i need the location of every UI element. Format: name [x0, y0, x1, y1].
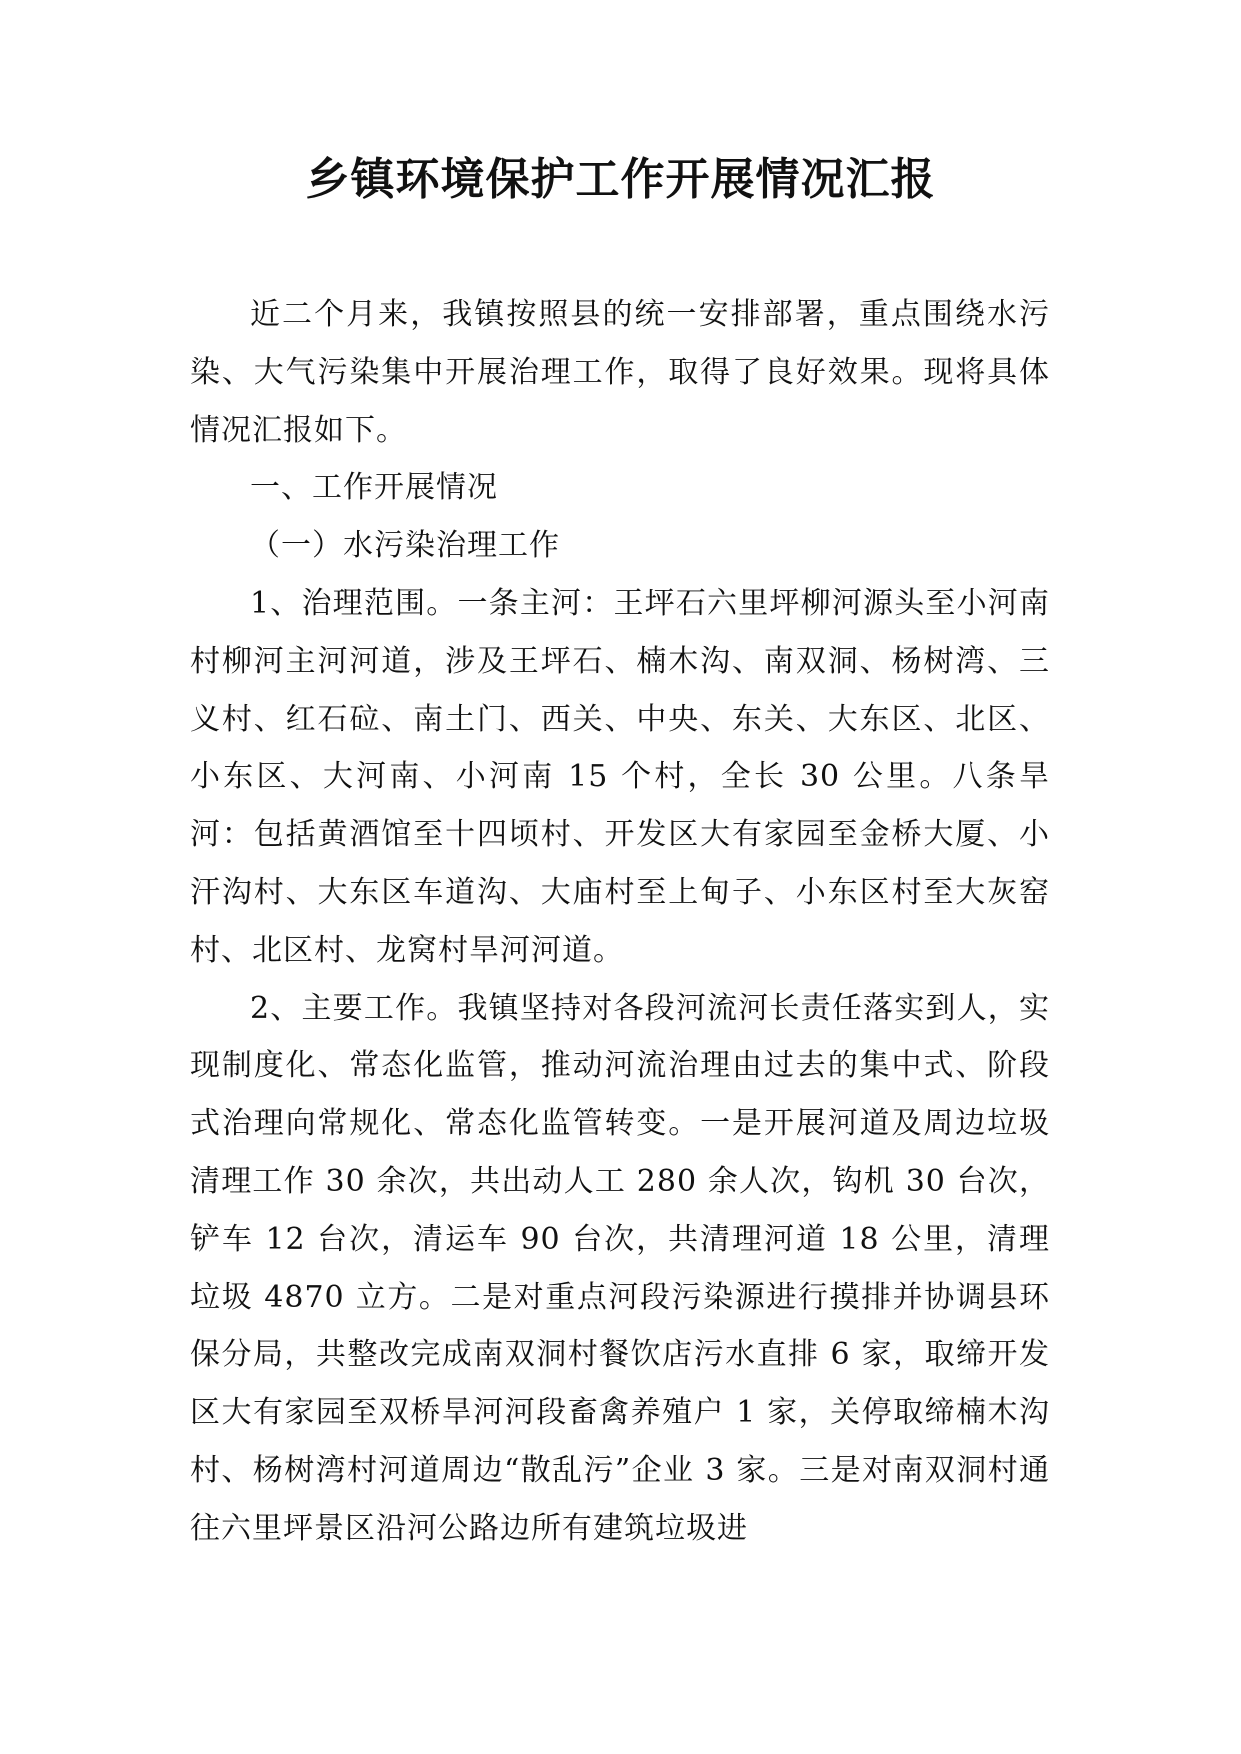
- subsection-heading: （一）水污染治理工作: [250, 528, 560, 564]
- document-body: [190, 286, 1050, 1558]
- paragraph-scope: 1、治理范围。一条主河：王坪石六里坪柳河源头至小河南村柳河主河河道，涉及王坪石、楠木沟、南双洞、杨树湾、三义村、红石砬、南土门、西关、中央、东关、大东区、北区、小东区、大河南、小河南 15 个村，全长 30 公里。八条旱河：包括黄酒馆至十四顷村、开发区大有家园至金桥大厦、小汗沟村、大东区车道沟、大庙村至上甸子、小东区村至大灰窑村、北区村、龙窝村旱河河道。: [190, 585, 1050, 968]
- paragraph-intro: 近二个月来，我镇按照县的统一安排部署，重点围绕水污染、大气污染集中开展治理工作，取得了良好效果。现将具体情况汇报如下。: [190, 297, 1050, 448]
- document-title: 乡镇环境保护工作开展情况汇报: [305, 154, 936, 205]
- section-heading: 一、工作开展情况: [250, 470, 498, 506]
- paragraph-main-work: 2、主要工作。我镇坚持对各段河流河长责任落实到人，实现制度化、常态化监管，推动河流治理由过去的集中式、阶段式治理向常规化、常态化监管转变。一是开展河道及周边垃圾清理工作 30 余次，共出动人工 280 余人次，钩机 30 台次，铲车 12 台次，清运车 90 台次，共清理河道 18 公里，清理垃圾 4870 立方。二是对重点河段污染源进行摸排并协调县环保分局，共整改完成南双洞村餐饮店污水直排 6 家，取缔开发区大有家园至双桥旱河河段畜禽养殖户 1 家，关停取缔楠木沟村、杨树湾村河道周边“散乱污”企业 3 家。三是对南双洞村通往六里坪景区沿河公路边所有建筑垃圾进: [190, 990, 1050, 1546]
